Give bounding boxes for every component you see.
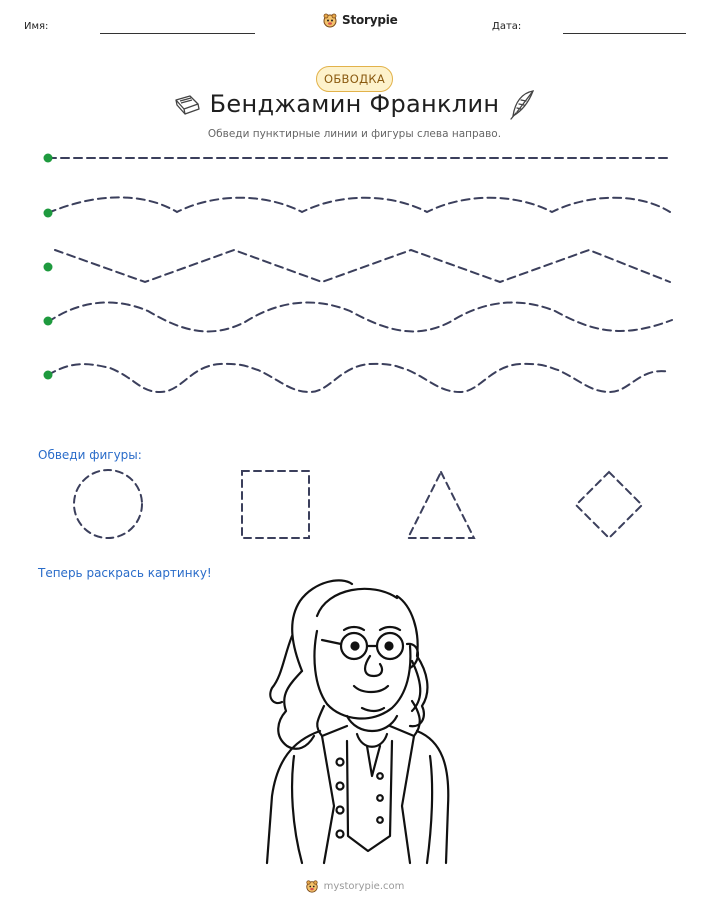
tracing-lines — [0, 0, 709, 420]
tracing-line-zigzag — [55, 250, 670, 282]
tracing-line-wave-3 — [48, 364, 670, 392]
tracing-line-wave-1 — [48, 197, 670, 213]
coloring-heading: Теперь раскрась картинку! — [38, 566, 212, 580]
circle-shape — [74, 470, 142, 538]
footer-site[interactable]: mystorypie.com — [323, 880, 405, 892]
start-dot — [44, 154, 53, 163]
start-dot — [44, 317, 53, 326]
category-badge: ОБВОДКА — [316, 66, 393, 92]
storypie-logo-icon — [305, 879, 319, 893]
footer — [0, 879, 709, 893]
diamond-shape — [576, 472, 642, 538]
tracing-line-wave-2 — [48, 302, 672, 331]
square-shape — [242, 471, 309, 538]
shapes-heading: Обведи фигуры: — [38, 448, 142, 462]
name-label: Имя: — [24, 21, 49, 32]
start-dot — [44, 263, 53, 272]
brand-name: Storypie — [342, 13, 398, 27]
instructions: Обведи пунктирные линии и фигуры слева направо. — [207, 128, 502, 140]
page-title: Бенджамин Франклин — [209, 90, 500, 118]
tracing-shapes — [0, 460, 709, 550]
triangle-shape — [408, 472, 474, 538]
date-label: Дата: — [492, 21, 522, 32]
franklin-coloring-illustration — [262, 576, 448, 863]
start-dot — [44, 209, 53, 218]
start-dot — [44, 371, 53, 380]
